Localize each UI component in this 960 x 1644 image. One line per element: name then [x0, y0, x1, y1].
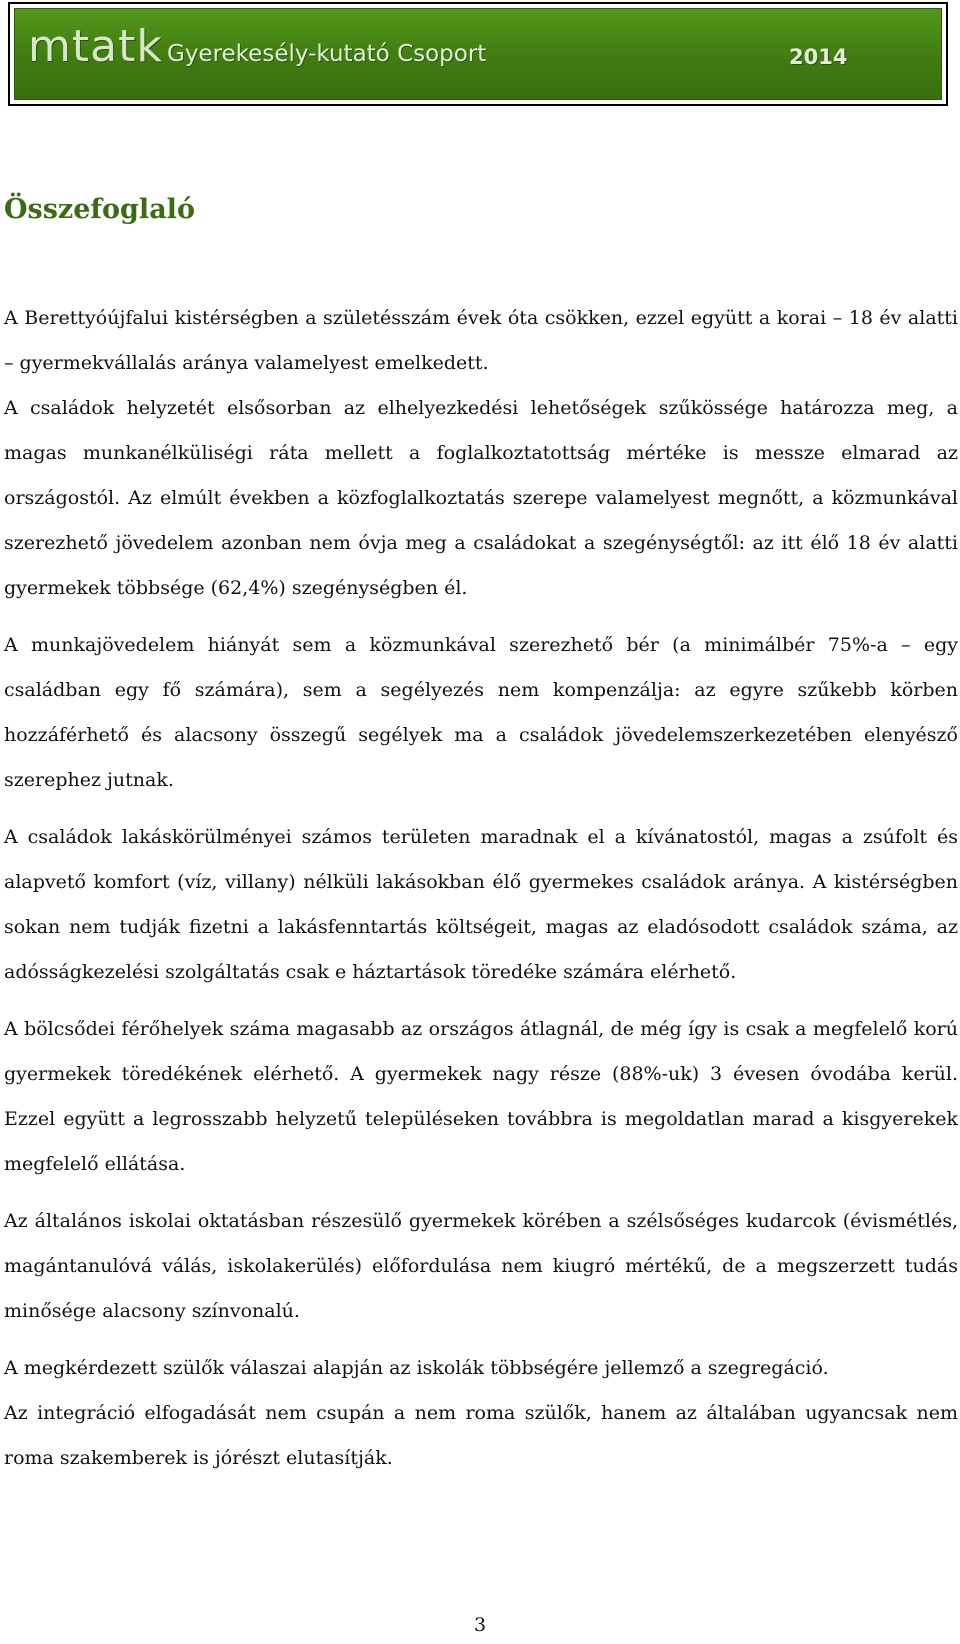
paragraph-5: A bölcsődei férőhelyek száma magasabb az országos átlagnál, de még így is csak a megfelelő korú gyermekek töredékének elérhető. A gyermekek nagy része (88%-uk) 3 évesen óvodába kerül. Ezzel együtt a legrosszabb helyzetű településeken továbbra is megoldatlan marad a kisgyerekek megfelelő ellátása. [4, 1018, 958, 1175]
page-title: Összefoglaló [4, 194, 195, 225]
paragraph-6: Az általános iskolai oktatásban részesülő gyermekek körében a szélsőséges kudarcok (évismétlés, magántanulóvá válás, iskolakerülés) előfordulása nem kiugró mértékű, de a megszerzett tudás minősége alacsony színvonalú. [4, 1210, 958, 1322]
banner-title: Gyerekesély-kutató Csoport [167, 41, 487, 67]
paragraph-1: A Berettyóújfalui kistérségben a születésszám évek óta csökken, ezzel együtt a korai – 18 év alatti – gyermekvállalás aránya valamelyest emelkedett. [4, 307, 958, 374]
banner-year: 2014 [789, 45, 848, 69]
paragraph-4: A családok lakáskörülményei számos területen maradnak el a kívánatostól, magas a zsúfolt és alapvető komfort (víz, villany) nélküli lakásokban élő gyermekes családok aránya. A kistérségben sokan nem tudják fizetni a lakásfenntartás költségeit, magas az eladósodott családok száma, az adósságkezelési szolgáltatás csak e háztartások töredéke számára elérhető. [4, 826, 958, 983]
paragraph-3: A munkajövedelem hiányát sem a közmunkával szerezhető bér (a minimálbér 75%-a – egy családban egy fő számára), sem a segélyezés nem kompenzálja: az egyre szűkebb körben hozzáférhető és alacsony összegű segélyek ma a családok jövedelemszerkezetében elenyésző szerephez jutnak. [4, 634, 958, 791]
header-banner [14, 8, 942, 100]
paragraph-2: A családok helyzetét elsősorban az elhelyezkedési lehetőségek szűkössége határozza meg, a magas munkanélküliségi ráta mellett a foglalkoztatottság mértéke is messze elmarad az országostól. Az elmúlt években a közfoglalkoztatás szerepe valamelyest megnőtt, a közmunkával szerezhető jövedelem azonban nem óvja meg a családokat a szegénységtől: az itt élő 18 év alatti gyermekek többsége (62,4%) szegénységben él. [4, 397, 958, 599]
paragraph-7: A megkérdezett szülők válaszai alapján az iskolák többségére jellemző a szegregáció. [4, 1357, 829, 1379]
paragraph-8: Az integráció elfogadását nem csupán a nem roma szülők, hanem az általában ugyancsak nem roma szakemberek is jórészt elutasítják. [4, 1402, 958, 1469]
document-body [4, 296, 958, 1493]
page-number: 3 [473, 1614, 487, 1636]
mtatk-logo: mtatk [28, 21, 163, 72]
header-banner-frame [8, 2, 948, 106]
